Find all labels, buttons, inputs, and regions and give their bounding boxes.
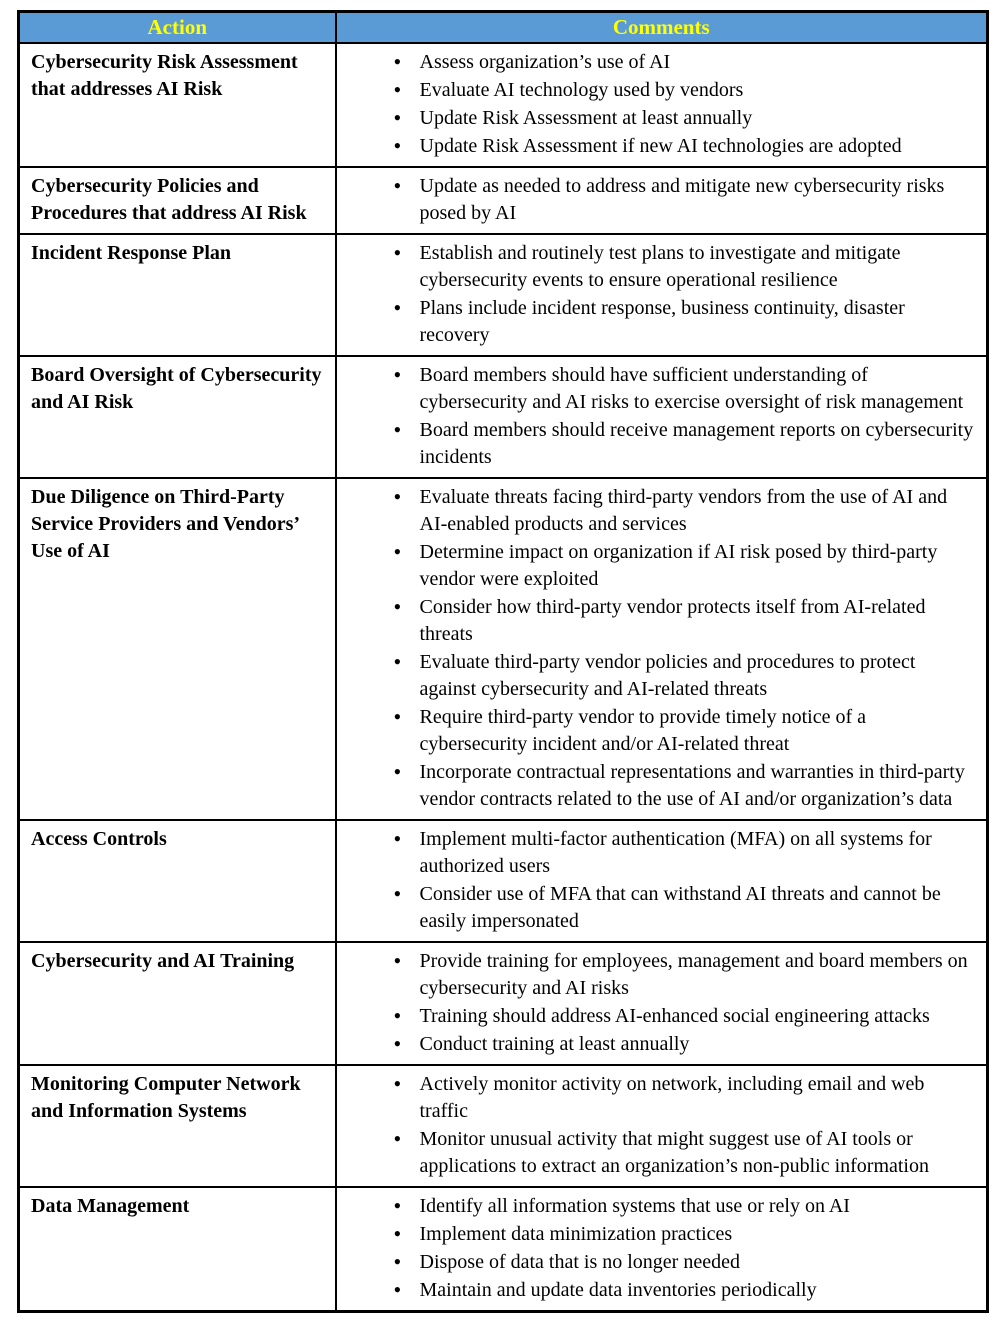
bullet-list-item: • Consider use of MFA that can withstand AI threats and cannot be easily impersonated xyxy=(337,881,977,935)
action-cell: Incident Response Plan xyxy=(19,234,336,356)
comments-cell xyxy=(336,478,988,820)
bullet-list-item: • Actively monitor activity on network, including email and web traffic xyxy=(337,1071,977,1125)
action-cell: Data Management xyxy=(19,1187,336,1312)
action-cell: Monitoring Computer Network and Information Systems xyxy=(19,1065,336,1187)
bullet-list-item: • Determine impact on organization if AI risk posed by third-party vendor were exploited xyxy=(337,539,977,593)
table-row xyxy=(19,167,988,234)
bullet-list-item: • Plans include incident response, business continuity, disaster recovery xyxy=(337,295,977,349)
bullet-list-item: • Assess organization’s use of AI xyxy=(337,49,977,76)
comments-cell xyxy=(336,942,988,1065)
table-body xyxy=(19,43,988,1312)
table-row xyxy=(19,1065,988,1187)
action-cell: Cybersecurity Policies and Procedures that address AI Risk xyxy=(19,167,336,234)
bullet-list-item: • Board members should receive management reports on cybersecurity incidents xyxy=(337,417,977,471)
bullet-list-item: • Conduct training at least annually xyxy=(337,1031,977,1058)
comments-cell xyxy=(336,43,988,167)
bullet-list-item: • Identify all information systems that use or rely on AI xyxy=(337,1193,977,1220)
comments-cell xyxy=(336,234,988,356)
bullet-list-item: • Provide training for employees, management and board members on cybersecurity and AI risks xyxy=(337,948,977,1002)
table-row xyxy=(19,356,988,478)
table-row xyxy=(19,942,988,1065)
comments-column-header: Comments xyxy=(336,12,988,44)
bullet-list-item: • Update Risk Assessment at least annually xyxy=(337,105,977,132)
action-column-header: Action xyxy=(19,12,336,44)
comments-cell xyxy=(336,820,988,942)
action-cell: Due Diligence on Third-Party Service Providers and Vendors’ Use of AI xyxy=(19,478,336,820)
table-row xyxy=(19,234,988,356)
bullet-list-item: • Maintain and update data inventories periodically xyxy=(337,1277,977,1304)
bullet-list-item: • Monitor unusual activity that might suggest use of AI tools or applications to extract an organization’s non-public information xyxy=(337,1126,977,1180)
bullet-list-item: • Require third-party vendor to provide timely notice of a cybersecurity incident and/or AI-related threat xyxy=(337,704,977,758)
comments-cell xyxy=(336,1187,988,1312)
comments-cell xyxy=(336,356,988,478)
bullet-list-item: • Consider how third-party vendor protects itself from AI-related threats xyxy=(337,594,977,648)
bullet-list-item: • Dispose of data that is no longer needed xyxy=(337,1249,977,1276)
bullet-list-item: • Establish and routinely test plans to investigate and mitigate cybersecurity events to ensure operational resilience xyxy=(337,240,977,294)
bullet-list-item: • Update as needed to address and mitigate new cybersecurity risks posed by AI xyxy=(337,173,977,227)
action-cell: Cybersecurity and AI Training xyxy=(19,942,336,1065)
table-row xyxy=(19,43,988,167)
action-comments-table xyxy=(17,10,989,1313)
table-row xyxy=(19,478,988,820)
bullet-list-item: • Implement data minimization practices xyxy=(337,1221,977,1248)
comments-cell xyxy=(336,167,988,234)
bullet-list-item: • Incorporate contractual representations and warranties in third-party vendor contracts related to the use of AI and/or organization’s data xyxy=(337,759,977,813)
table-row xyxy=(19,820,988,942)
bullet-list-item: • Implement multi-factor authentication (MFA) on all systems for authorized users xyxy=(337,826,977,880)
bullet-list-item: • Evaluate AI technology used by vendors xyxy=(337,77,977,104)
action-cell: Board Oversight of Cybersecurity and AI Risk xyxy=(19,356,336,478)
bullet-list-item: • Update Risk Assessment if new AI technologies are adopted xyxy=(337,133,977,160)
bullet-list-item: • Training should address AI-enhanced social engineering attacks xyxy=(337,1003,977,1030)
action-cell: Cybersecurity Risk Assessment that addresses AI Risk xyxy=(19,43,336,167)
bullet-list-item: • Evaluate threats facing third-party vendors from the use of AI and AI-enabled products and services xyxy=(337,484,977,538)
table-header-row xyxy=(19,12,988,44)
bullet-list-item: • Board members should have sufficient understanding of cybersecurity and AI risks to exercise oversight of risk management xyxy=(337,362,977,416)
action-cell: Access Controls xyxy=(19,820,336,942)
comments-cell xyxy=(336,1065,988,1187)
bullet-list-item: • Evaluate third-party vendor policies and procedures to protect against cybersecurity and AI-related threats xyxy=(337,649,977,703)
table-row xyxy=(19,1187,988,1312)
